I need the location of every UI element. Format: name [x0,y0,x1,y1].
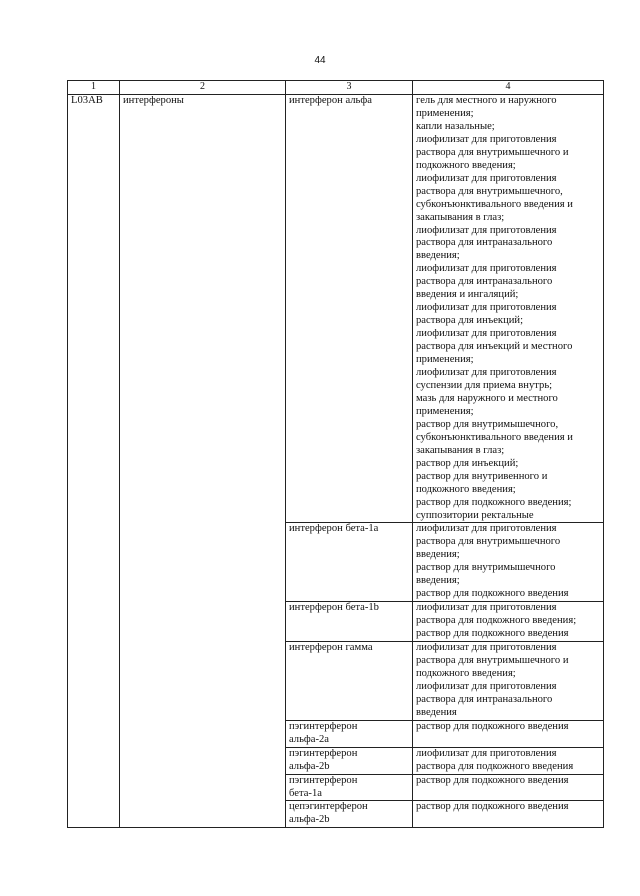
dosage-form-line: лиофилизат для приготовления [416,602,557,614]
dosage-form-line: лиофилизат для приготовления [416,642,557,654]
dosage-form-cell [413,602,604,642]
drug-name-line: пэгинтерферон [289,747,358,759]
dosage-form-line: суспензии для приема внутрь; [416,379,553,391]
dosage-form-line: лиофилизат для приготовления [416,680,557,692]
page-number: 44 [314,55,326,66]
dosage-form-line: раствор для подкожного введения [416,774,569,786]
dosage-form-line: раствора для внутримышечного и [416,654,569,666]
dosage-form-line: раствора для внутримышечного [416,536,561,548]
medication-table [67,80,604,828]
dosage-form-line: лиофилизат для приготовления [416,263,557,275]
drug-name-line: интерферон альфа [289,95,372,106]
dosage-form-line: раствора для интраназального [416,693,553,705]
drug-name-cell [286,95,413,523]
dosage-form-line: лиофилизат для приготовления [416,523,557,535]
dosage-form-line: раствор для подкожного введения [416,588,569,600]
dosage-form-line: раствора для инъекций и местного [416,341,573,353]
dosage-form-cell [413,95,604,523]
drug-name-cell [286,774,413,801]
dosage-form-line: подкожного введения; [416,159,516,171]
dosage-form-line: лиофилизат для приготовления [416,133,557,145]
drug-name-line: интерферон бета-1a [289,523,379,535]
dosage-form-line: гель для местного и наружного [416,95,557,106]
dosage-form-line: введения; [416,575,460,587]
dosage-form-line: раствора для интраназального [416,237,553,249]
dosage-form-line: введения; [416,549,460,561]
dosage-form-line: раствор для внутривенного и [416,470,548,482]
dosage-form-line: раствора для инъекций; [416,315,524,327]
table-header [68,81,604,95]
dosage-form-line: раствора для внутримышечного и [416,146,569,158]
dosage-form-line: лиофилизат для приготовления [416,367,557,379]
drug-name-cell [286,523,413,602]
dosage-form-cell [413,523,604,602]
dosage-form-line: раствора для подкожного введения [416,760,574,772]
drug-name-line: альфа-2b [289,760,330,772]
column-header-1: 1 [68,81,120,95]
dosage-form-line: закапывания в глаз; [416,444,505,456]
drug-name-line: альфа-2a [289,733,330,745]
dosage-form-cell [413,774,604,801]
drug-name-cell [286,602,413,642]
column-header-2: 2 [120,81,286,95]
dosage-form-line: лиофилизат для приготовления [416,747,557,759]
table-body [68,95,604,828]
drug-name-line: интерферон гамма [289,642,373,654]
dosage-form-line: субконъюнктивального введения и [416,198,573,210]
drug-name-line: цепэгинтерферон [289,801,368,813]
dosage-form-line: лиофилизат для приготовления [416,172,557,184]
drug-name-line: пэгинтерферон [289,720,358,732]
dosage-form-line: раствор для подкожного введения [416,720,569,732]
dosage-form-line: лиофилизат для приготовления [416,302,557,314]
dosage-form-line: применения; [416,405,474,417]
dosage-form-cell [413,642,604,721]
dosage-form-cell [413,720,604,747]
dosage-form-line: подкожного введения; [416,667,516,679]
dosage-form-line: применения; [416,107,474,119]
dosage-form-line: капли назальные; [416,120,495,132]
drug-name-line: пэгинтерферон [289,774,358,786]
column-header-4: 4 [413,81,604,95]
dosage-form-line: раствор для внутримышечного, [416,418,559,430]
dosage-form-line: введения [416,706,457,718]
dosage-form-line: раствор для подкожного введения [416,801,569,813]
dosage-form-line: введения и ингаляций; [416,289,519,301]
dosage-form-line: введения; [416,250,460,262]
dosage-form-cell [413,801,604,828]
dosage-form-line: раствор для подкожного введения; [416,496,572,508]
table-row [68,95,604,523]
atc-code-cell: L03AB [68,95,120,828]
dosage-form-line: раствора для внутримышечного, [416,185,563,197]
drug-name-line: бета-1a [289,787,322,799]
dosage-form-line: субконъюнктивального введения и [416,431,573,443]
drug-name-cell [286,642,413,721]
column-header-3: 3 [286,81,413,95]
group-name-cell: интерфероны [120,95,286,828]
drug-name-cell [286,720,413,747]
drug-name-line: интерферон бета-1b [289,602,379,614]
dosage-form-line: мазь для наружного и местного [416,392,558,404]
dosage-form-line: лиофилизат для приготовления [416,328,557,340]
drug-name-cell [286,801,413,828]
dosage-form-line: подкожного введения; [416,483,516,495]
dosage-form-line: раствора для интраназального [416,276,553,288]
dosage-form-line: раствор для инъекций; [416,457,519,469]
dosage-form-line: раствора для подкожного введения; [416,615,577,627]
dosage-form-line: закапывания в глаз; [416,211,505,223]
drug-name-cell [286,747,413,774]
header-row [68,81,604,95]
dosage-form-cell [413,747,604,774]
dosage-form-line: лиофилизат для приготовления [416,224,557,236]
dosage-form-line: раствор для внутримышечного [416,562,556,574]
drug-name-line: альфа-2b [289,814,330,826]
dosage-form-line: суппозитории ректальные [416,509,534,521]
dosage-form-line: применения; [416,354,474,366]
dosage-form-line: раствор для подкожного введения [416,628,569,640]
